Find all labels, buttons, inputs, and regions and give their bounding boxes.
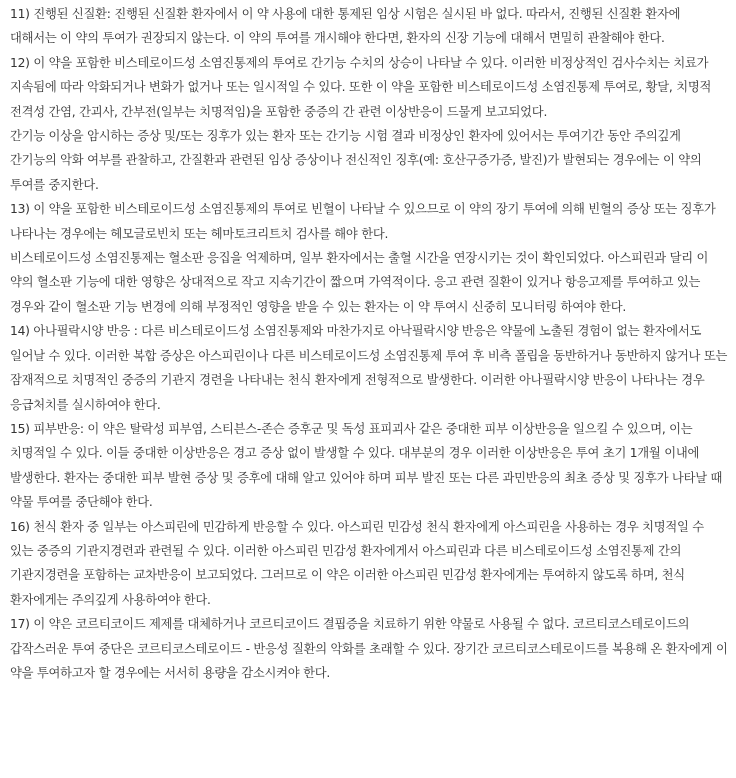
paragraph-item-17-corticoid: 17) 이 약은 코르티코이드 제제를 대체하거나 코르티코이드 결핍증을 치료하기 위한 약물로 사용될 수 없다. 코르티코스테로이드의 갑작스러운 투여 중단은 코르티코스테로이드 - 반응성 질환의 악화를 초래할 수 있다. 장기간 코르티코스테로이드를 복용해 온 환자에게 이 약을 투여하고자 할 경우에는 서서히 용량을 감소시켜야 한다. [10,617,728,680]
paragraph-item-11-renal-disease: 11) 진행된 신질환: 진행된 신질환 환자에서 이 약 사용에 대한 통제된 임상 시험은 실시된 바 없다. 따라서, 진행된 신질환 환자에 대해서는 이 약의 투여가 권장되지 않는다. 이 약의 투여를 개시해야 한다면, 환자의 신장 기능에 대해서 면밀히 관찰해야 한다. [10,7,681,46]
paragraph-item-14-anaphylactoid: 14) 아나필락시양 반응 : 다른 비스테로이드성 소염진통제와 마찬가지로 아낙필락시양 반응은 약물에 노출된 경험이 없는 환자에서도 일어날 수 있다. 이러한 복합 증상은 아스피린이나 다른 비스테로이드성 소염진통제 투여 후 비측 폴립을 동반하거나 동반하지 않거나 또는 잠재적으로 치명적인 중증의 기관지 경련을 나타내는 천식 환자에게 전형적으로 발생한다. 이러한 아나필락시양 반응이 나타나는 경우 응급처치를 실시하여야 한다. [10,324,728,412]
paragraph-item-16-asthma: 16) 천식 환자 중 일부는 아스피린에 민감하게 반응할 수 있다. 아스피린 민감성 천식 환자에게 아스피린을 사용하는 경우 치명적일 수 있는 중증의 기관지경련과 관련될 수 있다. 이러한 아스피린 민감성 환자에게서 아스피린과 다른 비스테로이드성 소염진통제 간의 기관지경련을 포함하는 교차반응이 보고되었다. 그러므로 이 약은 이러한 아스피린 민감성 환자에게는 투여하지 않도록 하며, 천식 환자에게는 주의깊게 사용하여야 한다. [10,519,704,607]
paragraph-item-15-skin-reactions: 15) 피부반응: 이 약은 탈락성 피부염, 스티븐스-존슨 증후군 및 독성 표피괴사 같은 중대한 피부 이상반응을 일으킬 수 있으며, 이는 치명적일 수 있다. 이들 중대한 이상반응은 경고 증상 없이 발생할 수 있다. 대부분의 경우 이러한 이상반응은 투여 초기 1개월 이내에 발생한다. 환자는 중대한 피부 발현 증상 및 증후에 대해 알고 있어야 하며 피부 발진 또는 다른 과민반응의 최초 증상 및 징후가 나타날 때 약물 투여를 중단해야 한다. [10,421,723,510]
paragraph-platelet-function: 비스테로이드성 소염진통제는 혈소판 응집을 억제하며, 일부 환자에서는 출혈 시간을 연장시키는 것이 확인되었다. 아스피린과 달리 이 약의 혈소판 기능에 대한 영향은 상대적으로 작고 지속기간이 짧으며 가역적이다. 응고 관련 질환이 있거나 항응고제를 투여하고 있는 경우와 같이 혈소판 기능 변경에 의해 부정적인 영향을 받을 수 있는 환자는 이 약 투여시 신중히 모니터링 하여야 한다. [10,251,709,314]
paragraph-item-13-anemia: 13) 이 약을 포함한 비스테로이드성 소염진통제의 투여로 빈혈이 나타날 수 있으므로 이 약의 장기 투여에 의해 빈혈의 증상 또는 징후가 나타나는 경우에는 헤모글로빈치 또는 헤마토크리트치 검사를 해야 한다. [10,202,716,241]
paragraph-liver-monitoring: 간기능 이상을 암시하는 증상 및/또는 징후가 있는 환자 또는 간기능 시험 결과 비정상인 환자에 있어서는 투여기간 동안 주의깊게 간기능의 악화 여부를 관찰하고, 간질환과 관련된 임상 증상이나 전신적인 징후(예: 호산구증가증, 발진)가 발현되는 경우에는 이 약의 투여를 중지한다. [10,129,702,192]
paragraph-item-12-liver-function: 12) 이 약을 포함한 비스테로이드성 소염진통제의 투여로 간기능 수치의 상승이 나타날 수 있다. 이러한 비정상적인 검사수치는 치료가 지속됨에 따라 악화되거나 변화가 없거나 또는 일시적일 수 있다. 또한 이 약을 포함한 비스테로이드성 소염진통제 투여로, 황달, 치명적 전격성 간염, 간괴사, 간부전(일부는 치명적임)을 포함한 중증의 간 관련 이상반응이 드물게 보고되었다. [10,55,712,119]
